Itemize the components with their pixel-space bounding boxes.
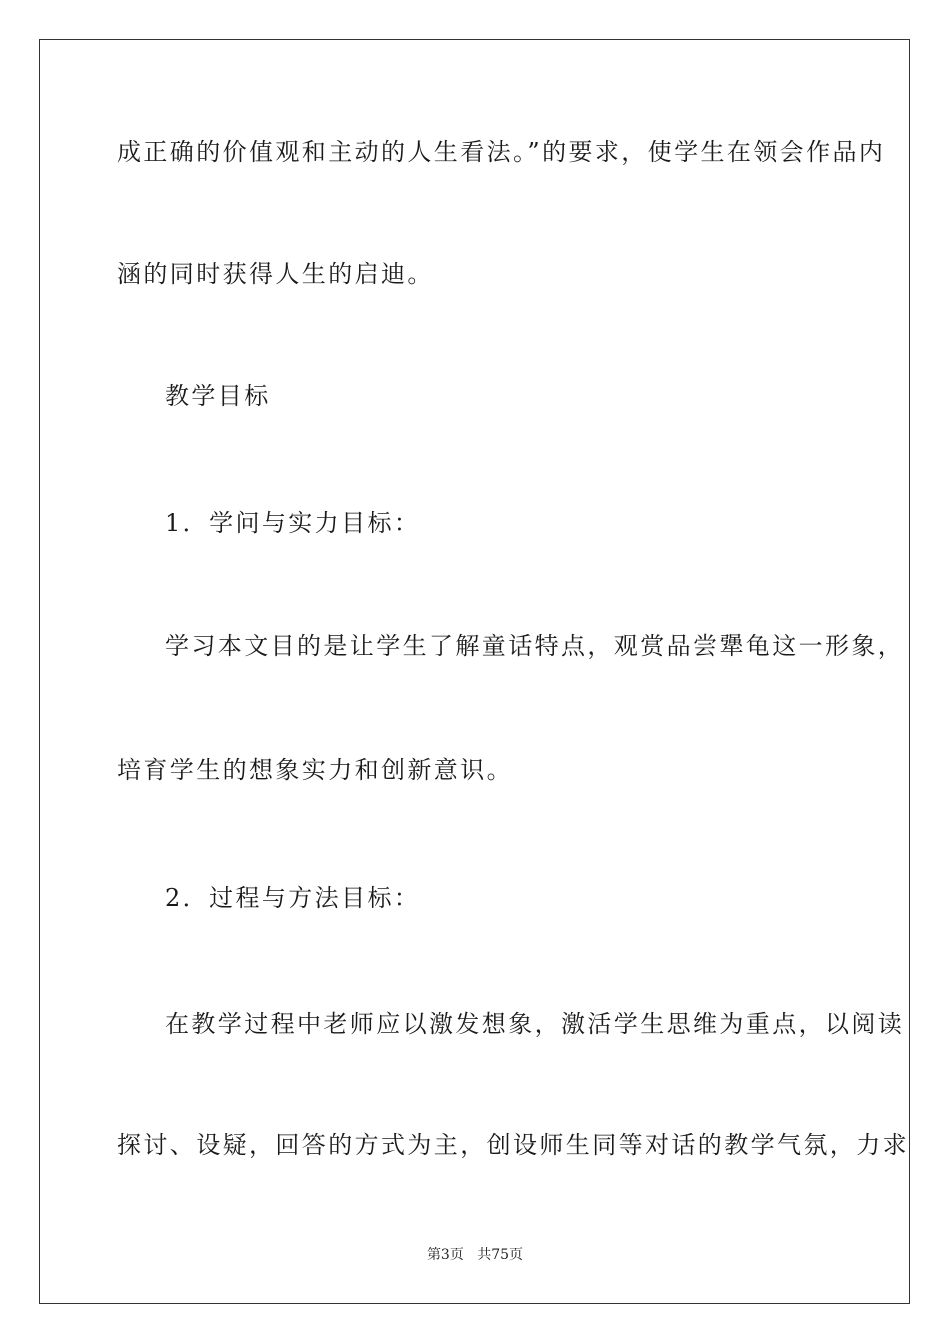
page-border bbox=[39, 39, 910, 1304]
page-number: 第3页 bbox=[426, 1247, 464, 1263]
text-line: 成正确的价值观和主动的人生看法。”的要求，使学生在领会作品内 bbox=[117, 138, 886, 166]
page-footer bbox=[0, 1246, 950, 1264]
text-line: 在教学过程中老师应以激发想象，激活学生思维为重点，以阅读 bbox=[165, 1010, 905, 1038]
section-heading: 教学目标 bbox=[165, 382, 271, 410]
text-line: 涵的同时获得人生的启迪。 bbox=[117, 260, 434, 288]
text-line: 探讨、设疑，回答的方式为主，创设师生同等对话的教学气氛，力求 bbox=[117, 1131, 909, 1159]
text-line: 培育学生的想象实力和创新意识。 bbox=[117, 756, 513, 784]
page-total: 共75页 bbox=[477, 1247, 524, 1263]
subsection-heading: 1．学问与实力目标： bbox=[165, 509, 421, 537]
subsection-heading: 2．过程与方法目标： bbox=[165, 884, 421, 912]
text-line: 学习本文目的是让学生了解童话特点，观赏品尝犟龟这一形象， bbox=[165, 632, 905, 660]
